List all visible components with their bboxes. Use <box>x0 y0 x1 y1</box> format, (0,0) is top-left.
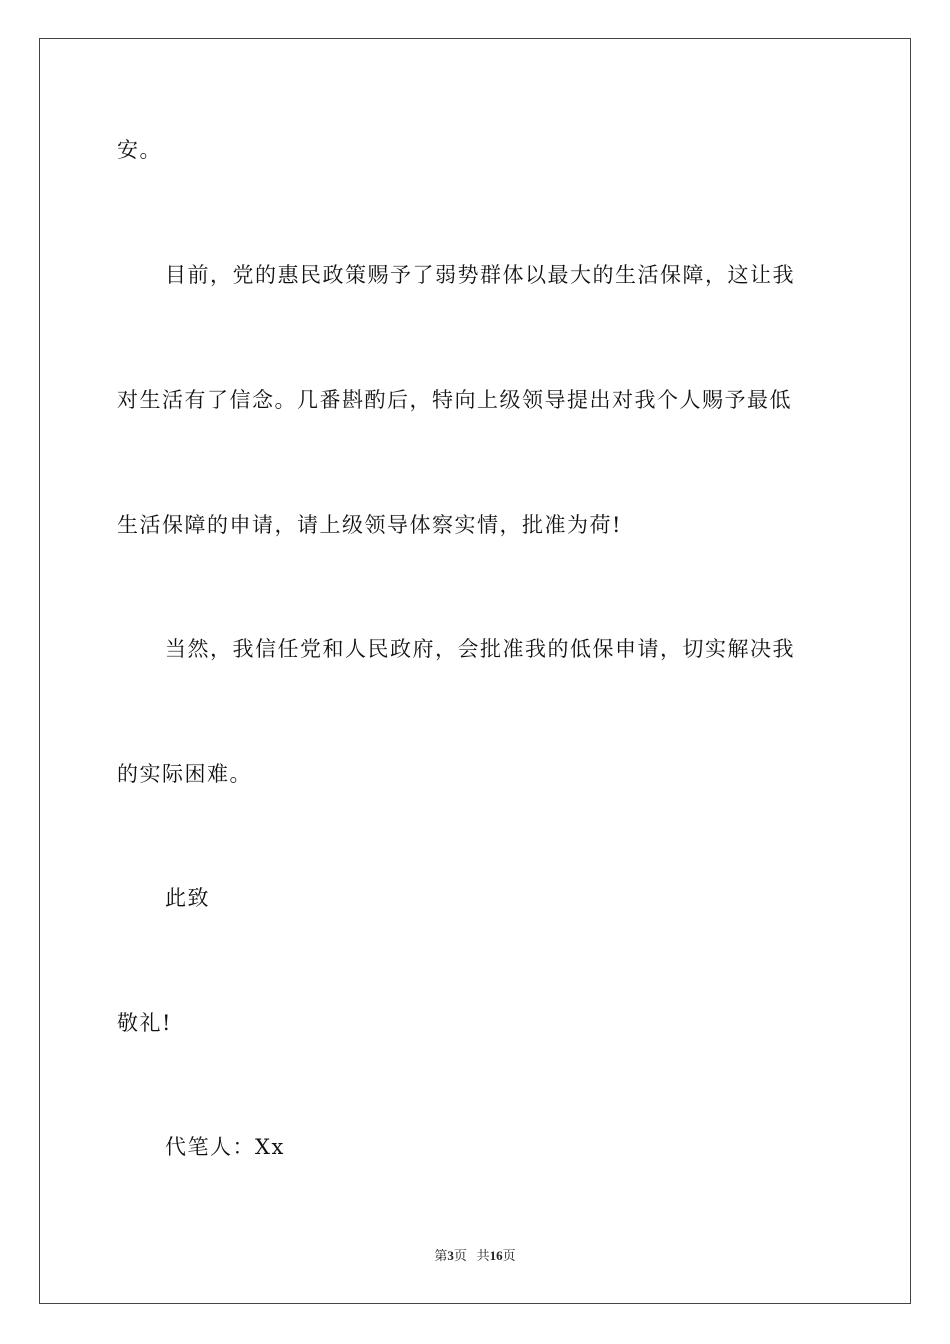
signature-line: 代笔人：Xx <box>165 1135 285 1159</box>
footer-total-pages: 16 <box>489 1248 503 1263</box>
text-line: 生活保障的申请，请上级领导体察实情，批准为荷! <box>117 513 622 537</box>
closing-salutation: 此致 <box>165 886 210 910</box>
text-line: 的实际困难。 <box>117 762 252 786</box>
text-line: 对生活有了信念。几番斟酌后，特向上级领导提出对我个人赐予最低 <box>117 388 792 412</box>
paragraph-line: 当然，我信任党和人民政府，会批准我的低保申请，切实解决我 <box>165 637 795 661</box>
footer-total-prefix: 共 <box>476 1248 490 1263</box>
page-footer <box>0 1247 950 1265</box>
footer-total-unit: 页 <box>502 1248 516 1263</box>
footer-page-unit: 页 <box>453 1248 467 1263</box>
page-border <box>39 38 911 1304</box>
footer-prefix: 第 <box>434 1248 448 1263</box>
text-line: 安。 <box>117 138 162 162</box>
paragraph-line: 目前，党的惠民政策赐予了弱势群体以最大的生活保障，这让我 <box>165 263 795 287</box>
closing-regards: 敬礼! <box>117 1011 172 1035</box>
footer-page-number: 3 <box>447 1248 454 1263</box>
